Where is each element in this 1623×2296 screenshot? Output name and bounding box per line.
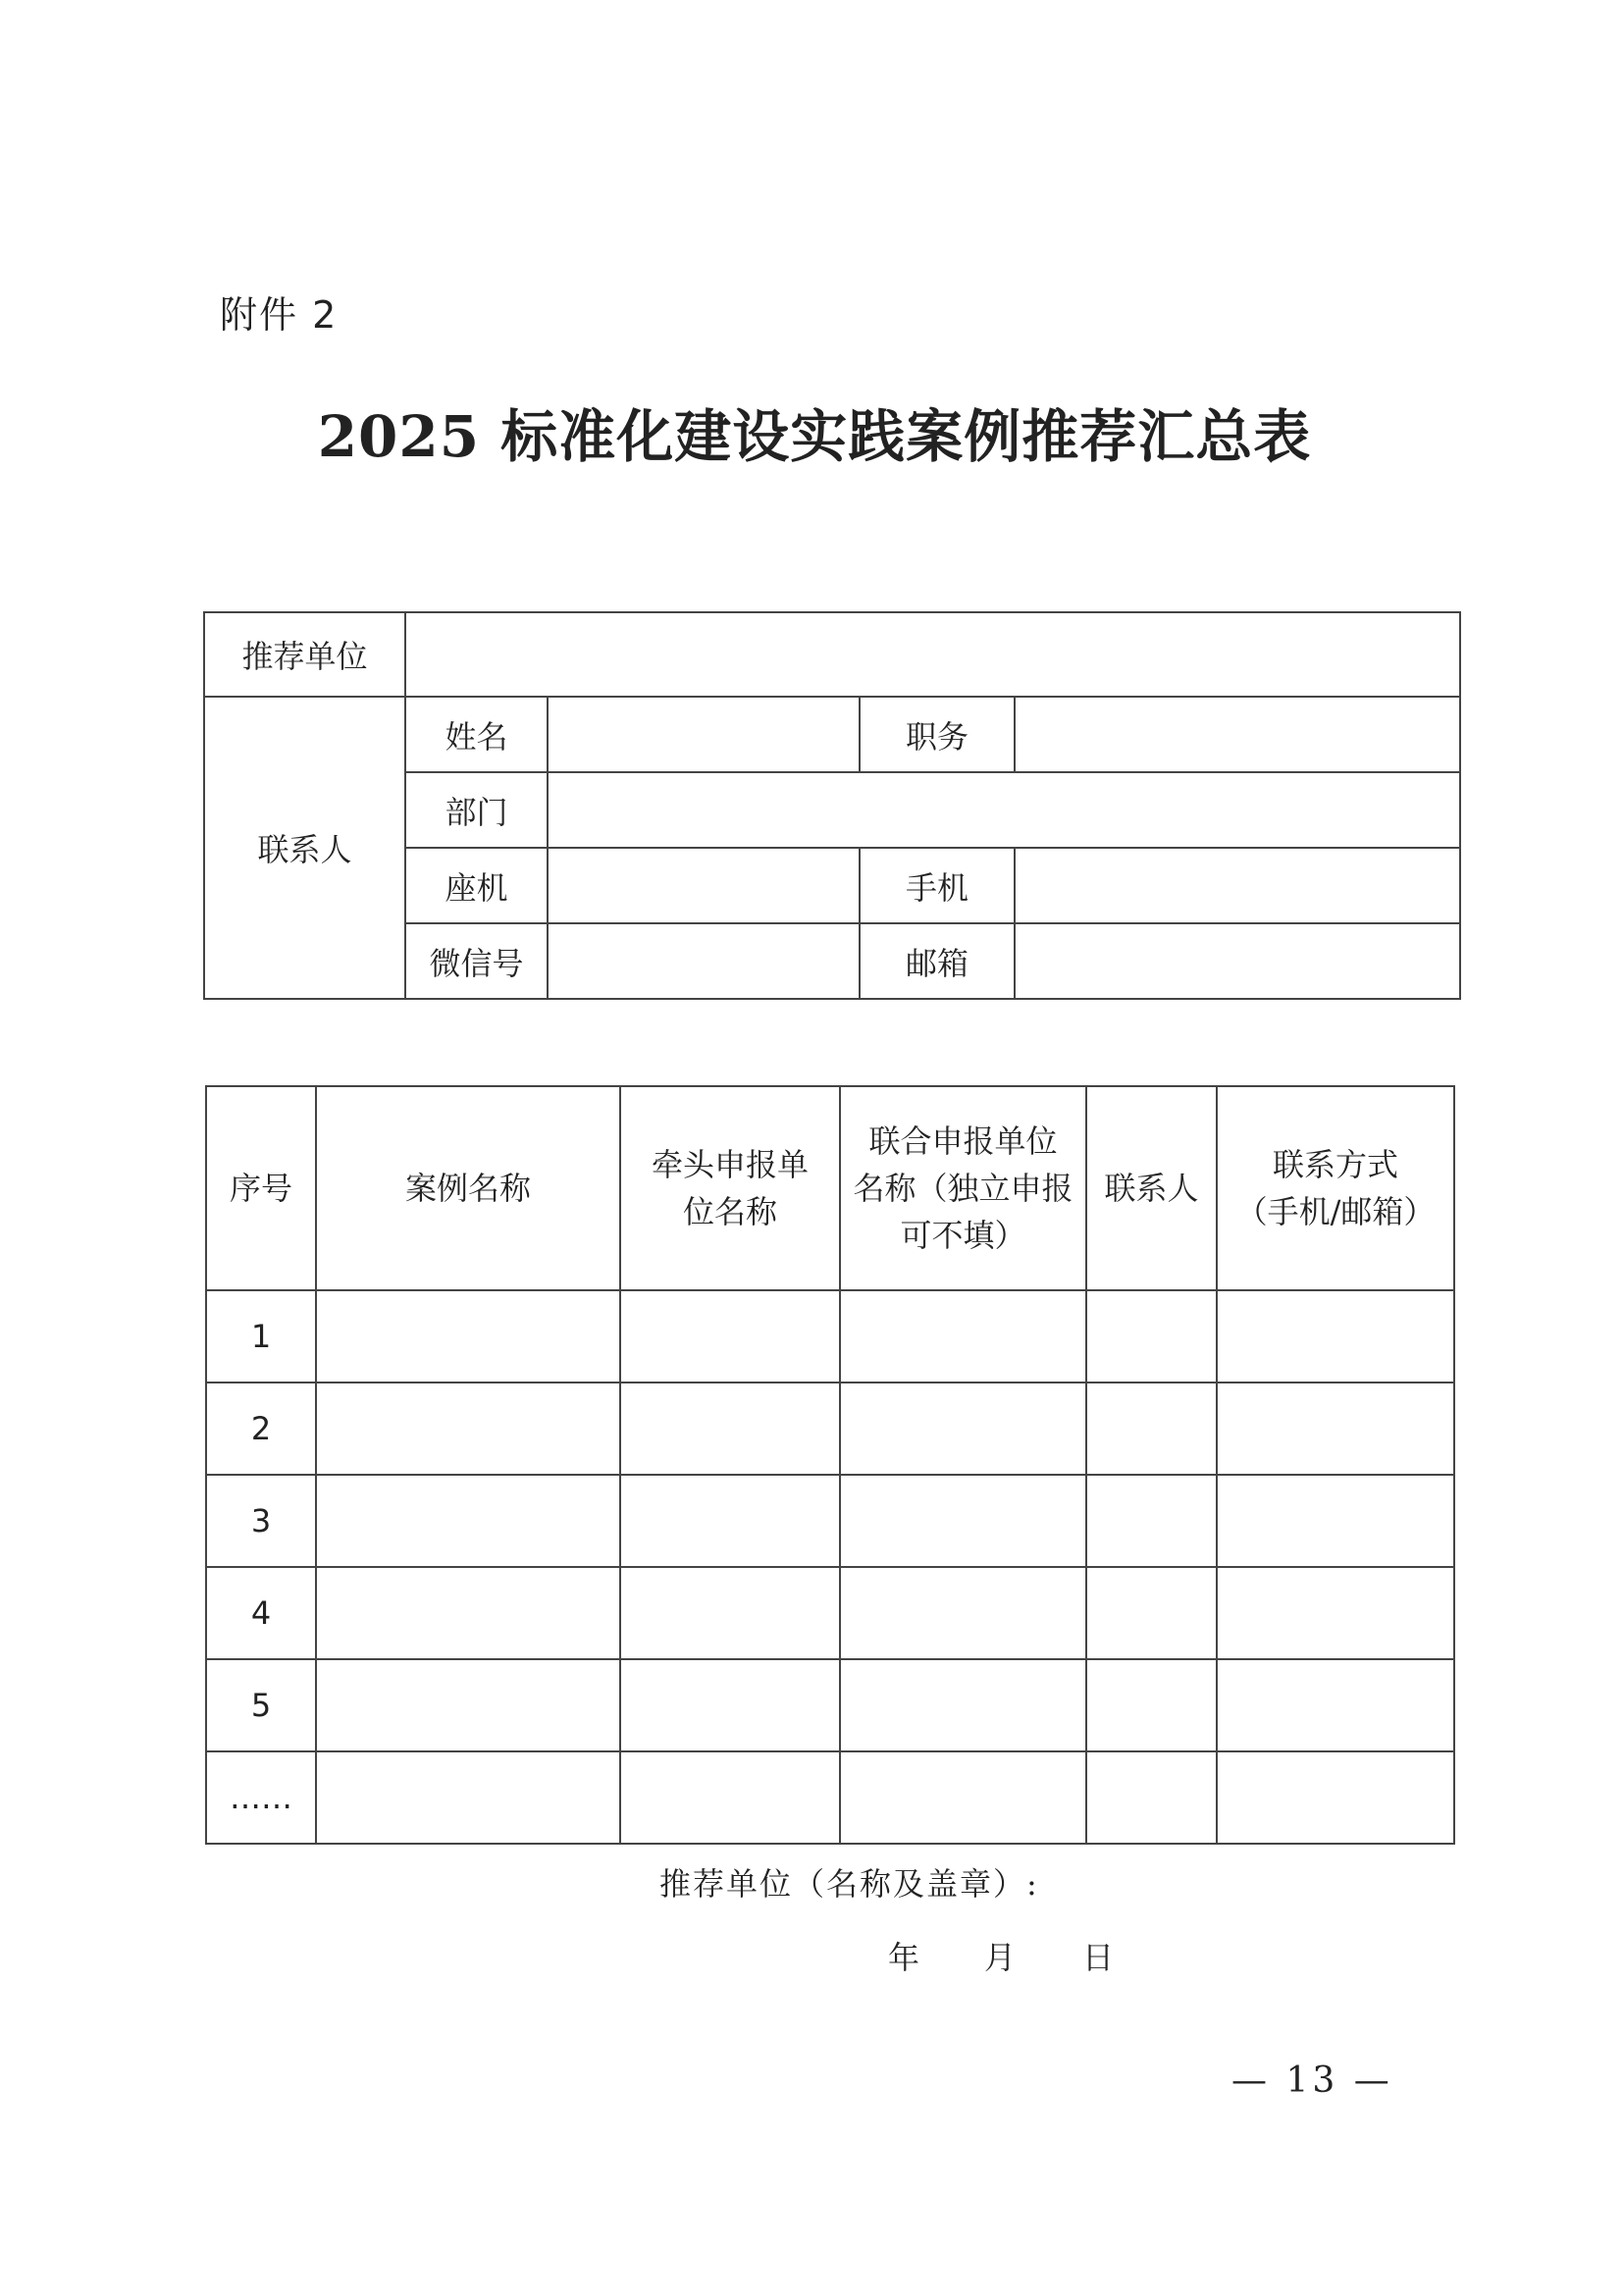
row-cell[interactable]	[1217, 1290, 1454, 1383]
email-value-cell[interactable]	[1015, 923, 1460, 999]
header-joint-unit-line3: 可不填）	[900, 1217, 1026, 1254]
date-month: 月	[984, 1939, 1017, 1976]
table-row	[206, 1290, 1454, 1383]
attachment-label: 附件 2	[220, 293, 339, 337]
row-cell[interactable]	[620, 1659, 840, 1751]
row-cell[interactable]	[840, 1751, 1086, 1844]
header-lead-unit	[620, 1086, 840, 1290]
header-contact-method-line2: （手机/邮箱）	[1235, 1193, 1436, 1230]
row-cell[interactable]	[1086, 1475, 1217, 1567]
row-cell[interactable]	[1217, 1383, 1454, 1475]
header-joint-unit-line2: 名称（独立申报	[853, 1170, 1073, 1207]
row-cell[interactable]	[620, 1751, 840, 1844]
wechat-label: 微信号	[405, 923, 548, 999]
row-cell[interactable]	[316, 1751, 620, 1844]
header-contact-method-line1: 联系方式	[1272, 1146, 1398, 1183]
landline-value-cell[interactable]	[548, 848, 860, 923]
page-title: 2025 标准化建设实践案例推荐汇总表	[317, 403, 1312, 470]
header-seq: 序号	[206, 1086, 316, 1290]
row-cell[interactable]	[1086, 1751, 1217, 1844]
row-cell[interactable]	[840, 1659, 1086, 1751]
row-cell[interactable]	[316, 1475, 620, 1567]
date-year: 年	[888, 1939, 920, 1976]
table-row	[206, 1383, 1454, 1475]
landline-label: 座机	[405, 848, 548, 923]
row-cell[interactable]	[1217, 1751, 1454, 1844]
row-cell[interactable]	[620, 1383, 840, 1475]
row-seq: 5	[206, 1659, 316, 1751]
row-cell[interactable]	[620, 1290, 840, 1383]
row-cell[interactable]	[1217, 1475, 1454, 1567]
table-row	[206, 1659, 1454, 1751]
table-row	[206, 1751, 1454, 1844]
case-summary-table	[205, 1085, 1455, 1845]
row-cell[interactable]	[1086, 1383, 1217, 1475]
row-cell[interactable]	[1086, 1659, 1217, 1751]
header-contact: 联系人	[1086, 1086, 1217, 1290]
row-cell[interactable]	[840, 1290, 1086, 1383]
name-value-cell[interactable]	[548, 697, 860, 772]
row-seq: 2	[206, 1383, 316, 1475]
row-cell[interactable]	[316, 1290, 620, 1383]
department-label: 部门	[405, 772, 548, 848]
table-row	[206, 1567, 1454, 1659]
row-seq: ……	[206, 1751, 316, 1844]
row-cell[interactable]	[316, 1567, 620, 1659]
row-cell[interactable]	[1086, 1290, 1217, 1383]
header-joint-unit-line1: 联合申报单位	[868, 1122, 1058, 1160]
contact-info-table	[203, 611, 1461, 1000]
row-cell[interactable]	[316, 1659, 620, 1751]
row-seq: 4	[206, 1567, 316, 1659]
position-value-cell[interactable]	[1015, 697, 1460, 772]
row-cell[interactable]	[840, 1383, 1086, 1475]
signature-label: 推荐单位（名称及盖章）:	[659, 1865, 1039, 1903]
row-seq: 3	[206, 1475, 316, 1567]
row-cell[interactable]	[620, 1475, 840, 1567]
header-joint-unit	[840, 1086, 1086, 1290]
email-label: 邮箱	[860, 923, 1015, 999]
row-seq: 1	[206, 1290, 316, 1383]
department-value-cell[interactable]	[548, 772, 1460, 848]
header-contact-method	[1217, 1086, 1454, 1290]
mobile-value-cell[interactable]	[1015, 848, 1460, 923]
position-label: 职务	[860, 697, 1015, 772]
recommender-value-cell[interactable]	[405, 612, 1460, 697]
row-cell[interactable]	[316, 1383, 620, 1475]
date-day: 日	[1082, 1939, 1115, 1976]
row-cell[interactable]	[1086, 1567, 1217, 1659]
contact-person-label: 联系人	[204, 697, 405, 999]
header-lead-unit-line2: 位名称	[682, 1193, 777, 1230]
header-lead-unit-line1: 牵头申报单	[651, 1146, 809, 1183]
row-cell[interactable]	[620, 1567, 840, 1659]
page-number: — 13 —	[1231, 2061, 1393, 2101]
row-cell[interactable]	[840, 1475, 1086, 1567]
table-row	[206, 1475, 1454, 1567]
row-cell[interactable]	[1217, 1567, 1454, 1659]
header-case-name: 案例名称	[316, 1086, 620, 1290]
recommender-label: 推荐单位	[204, 612, 405, 697]
row-cell[interactable]	[840, 1567, 1086, 1659]
mobile-label: 手机	[860, 848, 1015, 923]
row-cell[interactable]	[1217, 1659, 1454, 1751]
name-label: 姓名	[405, 697, 548, 772]
wechat-value-cell[interactable]	[548, 923, 860, 999]
